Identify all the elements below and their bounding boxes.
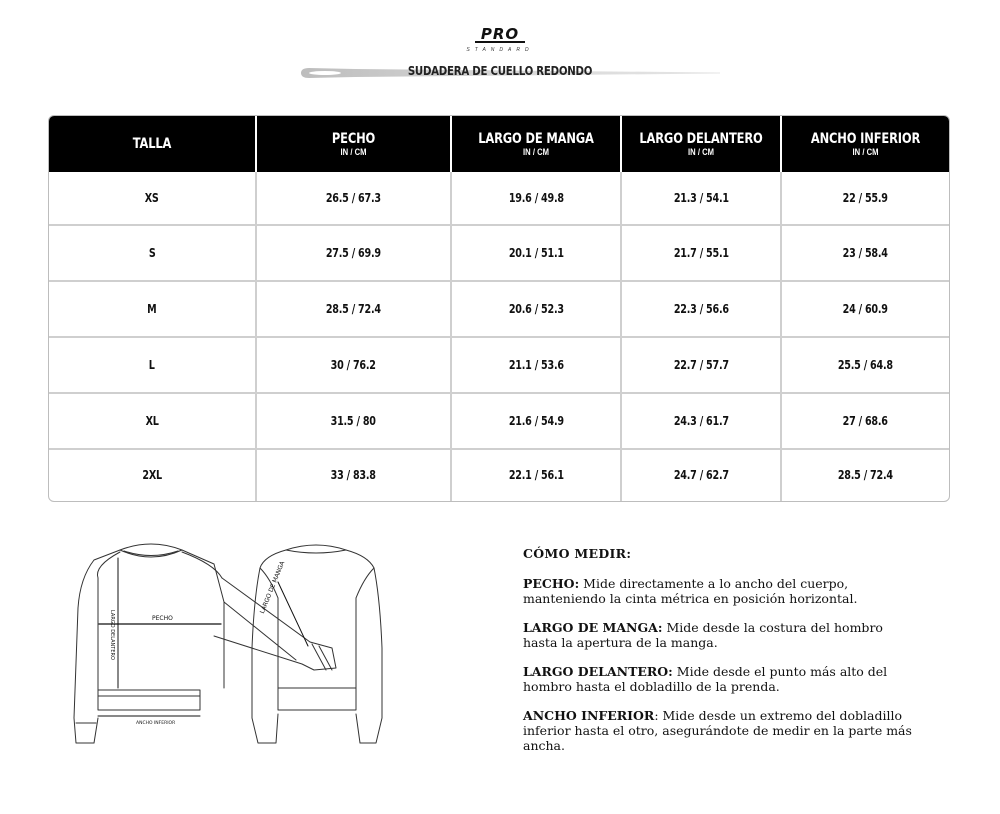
- cell-largo-delantero: 24.7 / 62.7: [621, 449, 781, 502]
- howto-item-ancho-inferior: ANCHO INFERIOR: Mide desde un extremo del dobladillo inferior hasta el otro, asegurándote de medir en la parte más ancha.: [523, 708, 912, 753]
- header-talla: TALLA: [49, 116, 256, 172]
- logo-mark: PRO: [475, 27, 525, 43]
- cell-largo-delantero: 22.7 / 57.7: [621, 337, 781, 393]
- cell-pecho: 33 / 83.8: [256, 449, 451, 502]
- howto-item-largo-manga: LARGO DE MANGA: Mide desde la costura del hombro hasta la apertura de la manga.: [523, 620, 883, 650]
- table-header-row: [49, 116, 949, 172]
- label-largo-delantero: LARGO DELANTERO: [109, 610, 115, 660]
- label-largo-manga: LARGO DE MANGA: [258, 560, 287, 615]
- cell-largo-delantero: 24.3 / 61.7: [621, 393, 781, 449]
- how-to-measure: [523, 546, 913, 767]
- cell-ancho-inferior: 24 / 60.9: [781, 281, 949, 337]
- cell-largo-delantero: 22.3 / 56.6: [621, 281, 781, 337]
- cell-ancho-inferior: 28.5 / 72.4: [781, 449, 949, 502]
- cell-largo-delantero: 21.7 / 55.1: [621, 225, 781, 281]
- table-row: [49, 281, 949, 337]
- brand-logo: [0, 26, 1000, 53]
- table-row: [49, 172, 949, 225]
- cell-largo-delantero: 21.3 / 54.1: [621, 172, 781, 225]
- logo-subtext: STANDARD: [466, 47, 534, 53]
- table-row: [49, 225, 949, 281]
- cell-size: 2XL: [49, 449, 256, 502]
- cell-largo-manga: 20.1 / 51.1: [451, 225, 621, 281]
- table-row: [49, 393, 949, 449]
- cell-largo-manga: 20.6 / 52.3: [451, 281, 621, 337]
- label-ancho-inferior: ANCHO INFERIOR: [136, 721, 176, 726]
- cell-size: XL: [49, 393, 256, 449]
- cell-pecho: 31.5 / 80: [256, 393, 451, 449]
- cell-pecho: 26.5 / 67.3: [256, 172, 451, 225]
- cell-size: S: [49, 225, 256, 281]
- header-pecho: PECHO IN / CM: [256, 116, 451, 172]
- cell-largo-manga: 21.1 / 53.6: [451, 337, 621, 393]
- cell-pecho: 28.5 / 72.4: [256, 281, 451, 337]
- cell-largo-manga: 21.6 / 54.9: [451, 393, 621, 449]
- header-largo-delantero: LARGO DELANTERO IN / CM: [621, 116, 781, 172]
- cell-size: L: [49, 337, 256, 393]
- cell-ancho-inferior: 23 / 58.4: [781, 225, 949, 281]
- table-row: [49, 337, 949, 393]
- cell-pecho: 27.5 / 69.9: [256, 225, 451, 281]
- header-largo-manga: LARGO DE MANGA IN / CM: [451, 116, 621, 172]
- page-title: SUDADERA DE CUELLO REDONDO: [407, 64, 593, 78]
- howto-item-largo-delantero: LARGO DELANTERO: Mide desde el punto más alto del hombro hasta el dobladillo de la prenda.: [523, 664, 888, 694]
- cell-size: XS: [49, 172, 256, 225]
- label-pecho: PECHO: [152, 615, 173, 622]
- cell-ancho-inferior: 25.5 / 64.8: [781, 337, 949, 393]
- cell-pecho: 30 / 76.2: [256, 337, 451, 393]
- cell-ancho-inferior: 27 / 68.6: [781, 393, 949, 449]
- header-ancho-inferior: ANCHO INFERIOR IN / CM: [781, 116, 949, 172]
- cell-largo-manga: 22.1 / 56.1: [451, 449, 621, 502]
- howto-title: CÓMO MEDIR:: [523, 546, 632, 561]
- table-row: [49, 449, 949, 502]
- cell-ancho-inferior: 22 / 55.9: [842, 190, 889, 205]
- howto-item-pecho: PECHO: Mide directamente a lo ancho del cuerpo, manteniendo la cinta métrica en posición horizontal.: [523, 576, 858, 606]
- sweatshirt-diagram: [64, 538, 424, 768]
- cell-largo-manga: 19.6 / 49.8: [451, 172, 621, 225]
- size-table: [48, 115, 950, 502]
- cell-size: M: [49, 281, 256, 337]
